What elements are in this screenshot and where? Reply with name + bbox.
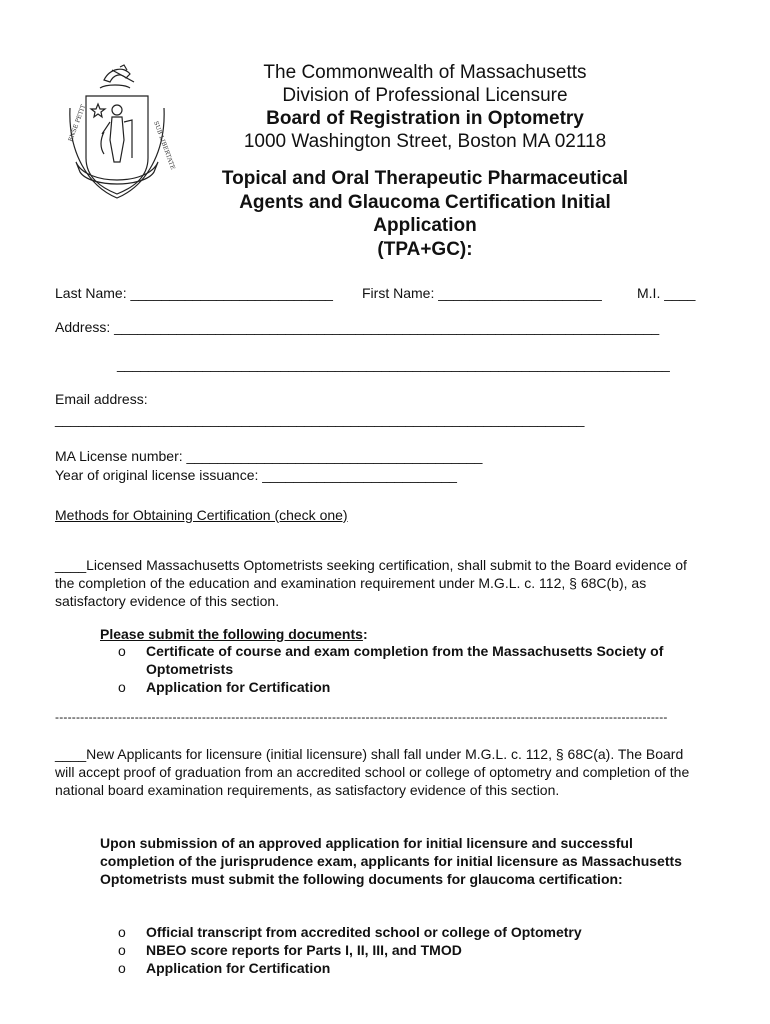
massachusetts-seal — [64, 62, 177, 202]
form-title-line-1: Topical and Oral Therapeutic Pharmaceutical — [221, 168, 629, 189]
form-title-line-2: Agents and Glaucoma Certification Initial — [239, 191, 611, 213]
email-field[interactable]: ____________________________________________________________________ — [55, 411, 585, 427]
glaucoma-submission-note: Upon submission of an approved application for initial licensure and successful completion of the jurisprudence exam, applicants for initial licensure as Massachusetts Optometrists must submit the following documents for glaucoma certification: — [100, 835, 682, 887]
address-line-2[interactable]: _______________________________________________________________________ — [117, 356, 670, 372]
svg-text:ENSE PETIT: ENSE PETIT — [67, 103, 88, 143]
address-field[interactable]: Address: ______________________________________________________________________ — [55, 319, 660, 335]
license-number-field[interactable]: MA License number: ______________________________________ — [55, 448, 483, 464]
list-item — [118, 923, 718, 941]
svg-text:SUB LIBERTATE: SUB LIBERTATE — [152, 120, 177, 171]
bullet-glyph: o — [118, 924, 126, 940]
bullet-glyph: o — [118, 679, 126, 695]
list-item-text: Application for Certification — [146, 679, 331, 695]
last-name-field[interactable]: Last Name: __________________________ — [55, 285, 333, 301]
please-submit-colon: : — [362, 626, 368, 642]
option-licensed-text: ____Licensed Massachusetts Optometrists seeking certification, shall submit to the Board evidence of the completion of the education and examination requirement under M.G.L. c. 112, § 68C(b), as satisfactory evidence of this section. — [55, 557, 687, 609]
list-item-text: NBEO score reports for Parts I, II, III, and TMOD — [146, 942, 462, 958]
bullet-glyph: o — [118, 942, 126, 958]
form-title — [195, 167, 655, 261]
please-submit-heading — [100, 625, 368, 643]
section-divider: -------------------------------------------------------------------------------------------------------------------------------------------------- — [55, 710, 668, 724]
bullet-glyph: o — [118, 643, 126, 659]
form-title-line-3: Application — [373, 215, 477, 236]
please-submit-label: Please submit the following documents — [100, 626, 363, 642]
header-division: Division of Professional Licensure — [282, 85, 568, 106]
bullet-glyph: o — [118, 960, 126, 976]
methods-heading: Methods for Obtaining Certification (check one) — [55, 507, 348, 523]
list-item — [118, 642, 718, 678]
middle-initial-field[interactable]: M.I. ____ — [637, 285, 696, 301]
license-year-field[interactable]: Year of original license issuance: _________________________ — [55, 467, 457, 483]
list-item-text: Certificate of course and exam completion from the Massachusetts Society of Optometrists — [146, 643, 664, 677]
option-new-applicants-text: ____New Applicants for licensure (initial licensure) shall fall under M.G.L. c. 112, § 68C(a). The Board will accept proof of graduation from an accredited school or college of optometry and completion of the national board examination requirements, as satisfactory evidence of this section. — [55, 746, 690, 798]
list-item — [118, 941, 718, 959]
list-item — [118, 678, 718, 696]
list-item — [118, 959, 718, 977]
header-address: 1000 Washington Street, Boston MA 02118 — [243, 131, 607, 152]
header-board: Board of Registration in Optometry — [266, 108, 584, 129]
email-label: Email address: — [55, 391, 148, 407]
list-item-text: Application for Certification — [146, 960, 331, 976]
first-name-field[interactable]: First Name: _____________________ — [362, 285, 602, 301]
header-commonwealth: The Commonwealth of Massachusetts — [263, 62, 587, 83]
form-title-line-4: (TPA+GC): — [377, 238, 473, 260]
list-item-text: Official transcript from accredited school or college of Optometry — [146, 924, 582, 940]
